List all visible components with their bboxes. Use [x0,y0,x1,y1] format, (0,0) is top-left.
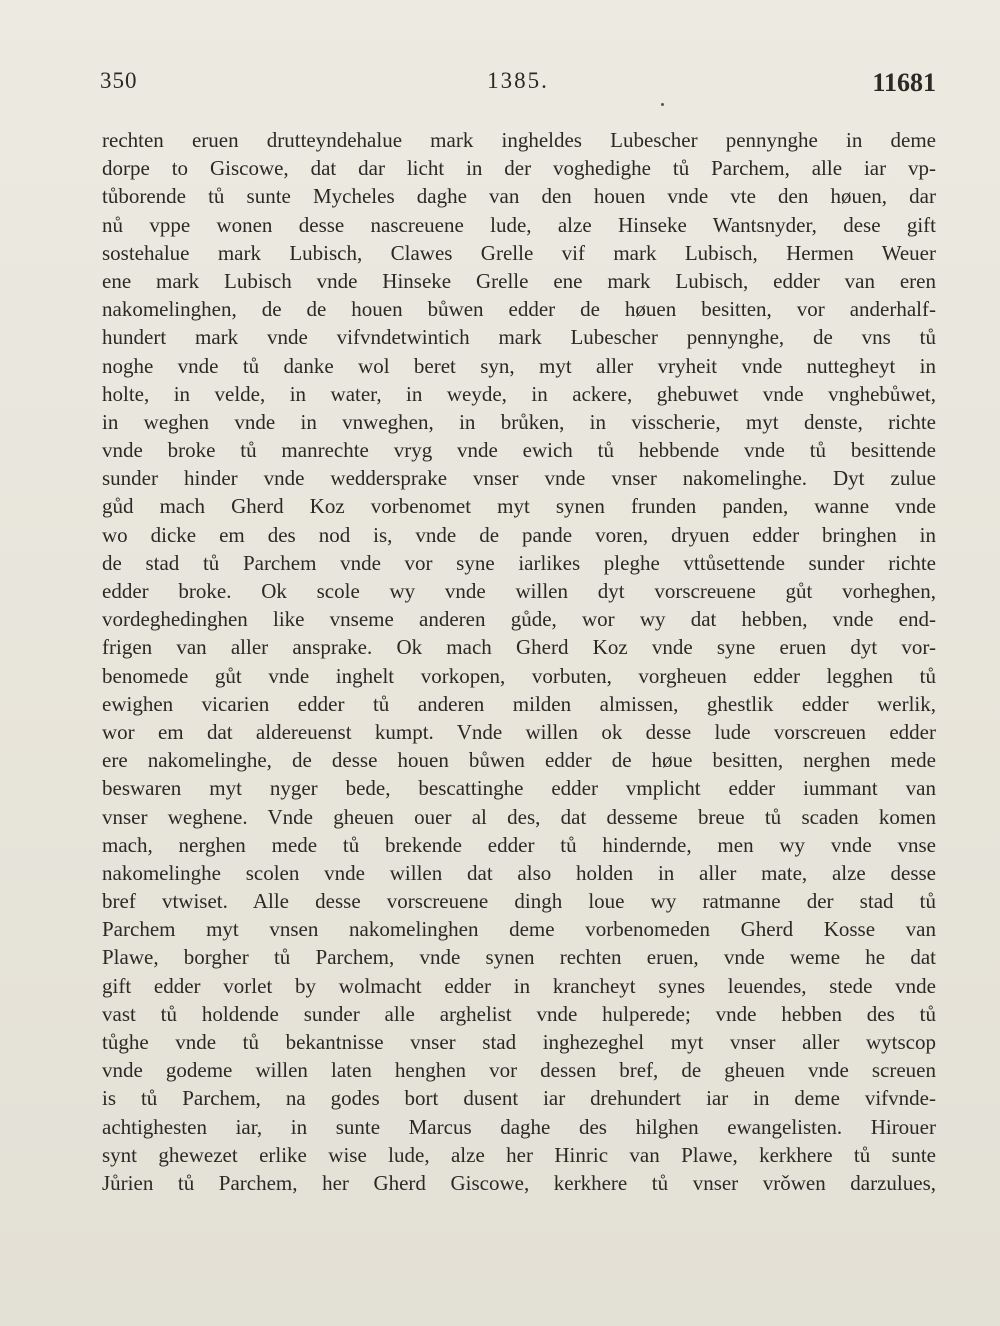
page-number: 350 [100,68,138,93]
text-line: ere nakomelinghe, de desse houen bůwen edder de høue besitten, nerghen mede [102,748,936,773]
text-line: beswaren myt nyger bede, bescattinghe edder vmplicht edder iummant van [102,776,936,801]
text-line: de stad tů Parchem vnde vor syne iarlikes pleghe vttůsettende sunder richte [102,550,936,575]
text-line: gift edder vorlet by wolmacht edder in krancheyt synes leuendes, stede vnde [102,973,936,998]
text-line: vnde broke tů manrechte vryg vnde ewich tů hebbende vnde tů besittende [102,438,936,463]
text-line: vnde godeme willen laten henghen vor dessen bref, de gheuen vnde screuen [102,1058,936,1083]
text-line: synt ghewezet erlike wise lude, alze her Hinric van Plawe, kerkhere tů sunte [102,1142,936,1167]
text-line: nakomelinghen, de de houen bůwen edder de høuen besitten, vor anderhalf- [102,297,936,322]
text-line: edder broke. Ok scole wy vnde willen dyt vorscreuene gůt vorheghen, [102,579,936,603]
text-line: is tů Parchem, na godes bort dusent iar drehundert iar in deme vifvnde- [102,1086,936,1111]
text-line: vordeghedinghen like vnseme anderen gůde, wor wy dat hebben, vnde end- [102,607,936,632]
text-line: ewighen vicarien edder tů anderen milden almissen, ghestlik edder werlik, [102,691,936,716]
text-line: tůborende tů sunte Mycheles daghe van den houen vnde vte den høuen, dar [102,184,936,209]
running-head-year: 1385. [487,68,549,93]
text-line: tůghe vnde tů bekantnisse vnser stad inghezeghel myt vnser aller wytscop [102,1030,936,1054]
text-line: frigen van aller ansprake. Ok mach Gherd Koz vnde syne eruen dyt vor- [102,635,936,660]
text-line: wor em dat aldereuenst kumpt. Vnde willen ok desse lude vorscreuen edder [102,719,936,744]
text-line: sunder hinder vnde weddersprake vnser vnde vnser nakomelinghe. Dyt zulue [102,466,936,491]
text-line: Plawe, borgher tů Parchem, vnde synen rechten eruen, vnde weme he dat [102,945,936,970]
text-line: vnser weghene. Vnde gheuen ouer al des, dat desseme breue tů scaden komen [102,804,936,829]
text-line: sostehalue mark Lubisch, Clawes Grelle vif mark Lubisch, Hermen Weuer [102,240,936,265]
text-line: achtighesten iar, in sunte Marcus daghe des hilghen ewangelisten. Hirouer [102,1114,936,1139]
document-number: 11681 [872,68,936,97]
text-line: rechten eruen drutteyndehalue mark ingheldes Lubescher pennynghe in deme [102,128,936,152]
text-line: Parchem myt vnsen nakomelinghen deme vorbenomeden Gherd Kosse van [102,917,936,942]
text-line: mach, nerghen mede tů brekende edder tů hindernde, men wy vnde vnse [102,832,936,857]
text-line: gůd mach Gherd Koz vorbenomet myt synen frunden panden, wanne vnde [102,494,936,519]
text-line: nů vppe wonen desse nascreuene lude, alze Hinseke Wantsnyder, dese gift [102,212,936,237]
text-line: bref vtwiset. Alle desse vorscreuene dingh loue wy ratmanne der stad tů [102,889,936,914]
body-text [102,126,936,1197]
page-header [100,68,936,108]
text-line: Jůrien tů Parchem, her Gherd Giscowe, kerkhere tů vnser vrǒwen darzulues, [102,1170,936,1195]
text-line: ene mark Lubisch vnde Hinseke Grelle ene mark Lubisch, edder van eren [102,268,936,293]
text-line: holte, in velde, in water, in weyde, in ackere, ghebuwet vnde vnghebůwet, [102,381,936,406]
text-line: dorpe to Giscowe, dat dar licht in der voghedighe tů Parchem, alle iar vp- [102,156,936,181]
text-line: in weghen vnde in vnweghen, in brůken, in visscherie, myt denste, richte [102,409,936,434]
text-line: noghe vnde tů danke wol beret syn, myt aller vryheit vnde nuttegheyt in [102,353,936,378]
text-line: benomede gůt vnde inghelt vorkopen, vorbuten, vorgheuen edder legghen tů [102,663,936,688]
text-line: nakomelinghe scolen vnde willen dat also holden in aller mate, alze desse [102,860,936,885]
text-line: hundert mark vnde vifvndetwintich mark Lubescher pennynghe, de vns tů [102,325,936,350]
text-line: wo dicke em des nod is, vnde de pande voren, dryuen edder bringhen in [102,522,936,547]
text-line: vast tů holdende sunder alle arghelist vnde hulperede; vnde hebben des tů [102,1001,936,1026]
